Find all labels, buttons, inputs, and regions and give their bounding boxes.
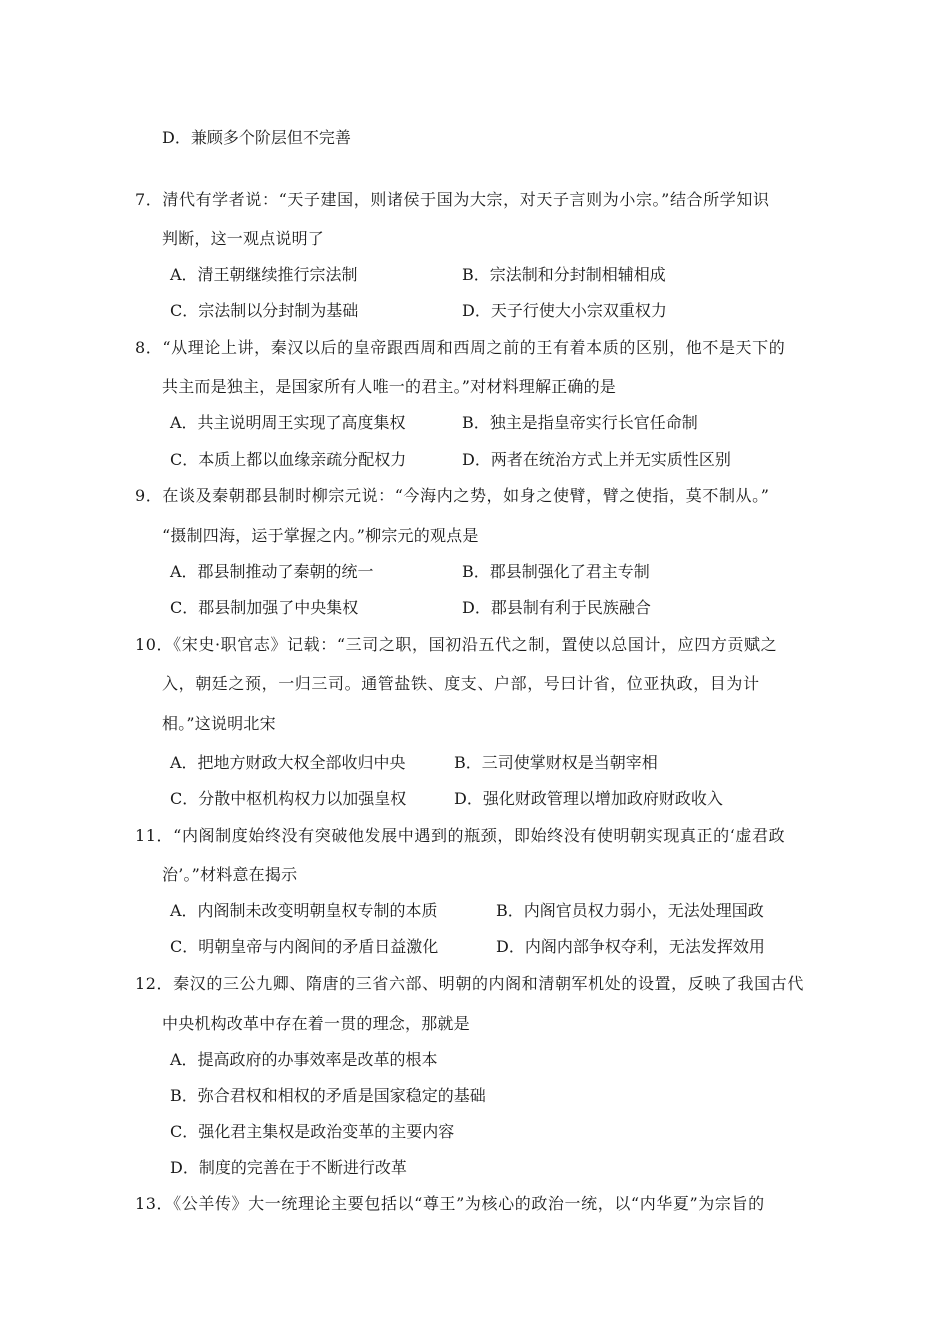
question-11-option-d: D．内阁内部争权夺利，无法发挥效用: [496, 937, 765, 956]
question-12-stem-line-2: 中央机构改革中存在着一贯的理念，那就是: [162, 1014, 470, 1033]
question-13-stem-line-1: 13．《公羊传》大一统理论主要包括以“尊王”为核心的政治一统，以“内华夏”为宗旨的: [135, 1194, 765, 1213]
question-10-option-a: A．把地方财政大权全部收归中央: [170, 753, 406, 772]
question-11-option-c: C．明朝皇帝与内阁间的矛盾日益激化: [170, 937, 439, 956]
question-12-option-b: B．弥合君权和相权的矛盾是国家稳定的基础: [170, 1086, 486, 1105]
question-8-option-d: D．两者在统治方式上并无实质性区别: [462, 450, 731, 469]
question-8-option-c: C．本质上都以血缘亲疏分配权力: [170, 450, 407, 469]
question-10-option-c: C．分散中枢机构权力以加强皇权: [170, 789, 407, 808]
question-8-stem-line-2: 共主而是独主，是国家所有人唯一的君主。”对材料理解正确的是: [162, 377, 616, 396]
question-7-option-d: D．天子行使大小宗双重权力: [462, 301, 667, 320]
question-11-option-b: B．内阁官员权力弱小，无法处理国政: [496, 901, 764, 920]
question-10-option-b: B．三司使掌财权是当朝宰相: [454, 753, 658, 772]
question-9-option-a: A．郡县制推动了秦朝的统一: [170, 562, 374, 581]
question-7-stem-line-1: 7．清代有学者说：“天子建国，则诸侯于国为大宗，对天子言则为小宗。”结合所学知识: [135, 190, 770, 209]
question-9-option-c: C．郡县制加强了中央集权: [170, 598, 359, 617]
question-12-option-d: D．制度的完善在于不断进行改革: [170, 1158, 407, 1177]
question-8-option-a: A．共主说明周王实现了高度集权: [170, 413, 406, 432]
question-9-option-b: B．郡县制强化了君主专制: [462, 562, 650, 581]
question-12-option-a: A．提高政府的办事效率是改革的根本: [170, 1050, 438, 1069]
question-11-stem-line-2: 治’。”材料意在揭示: [162, 865, 298, 884]
question-11-stem-line-1: 11．“内阁制度始终没有突破他发展中遇到的瓶颈，即始终没有使明朝实现真正的‘虚君政: [135, 826, 786, 845]
question-8-stem-line-1: 8．“从理论上讲，秦汉以后的皇帝跟西周和西周之前的王有着本质的区别，他不是天下的: [135, 338, 786, 357]
question-10-stem-line-1: 10．《宋史·职官志》记载：“三司之职，国初沿五代之制，置使以总国计，应四方贡赋之: [135, 635, 778, 654]
question-12-stem-line-1: 12．秦汉的三公九卿、隋唐的三省六部、明朝的内阁和清朝军机处的设置，反映了我国古代: [135, 974, 804, 993]
question-12-option-c: C．强化君主集权是政治变革的主要内容: [170, 1122, 455, 1141]
question-10-stem-line-3: 相。”这说明北宋: [162, 714, 276, 733]
question-11-option-a: A．内阁制未改变明朝皇权专制的本质: [170, 901, 438, 920]
question-7-option-a: A．清王朝继续推行宗法制: [170, 265, 358, 284]
question-7-option-c: C．宗法制以分封制为基础: [170, 301, 359, 320]
question-10-option-d: D．强化财政管理以增加政府财政收入: [454, 789, 723, 808]
question-8-option-b: B．独主是指皇帝实行长官任命制: [462, 413, 698, 432]
question-9-option-d: D．郡县制有利于民族融合: [462, 598, 651, 617]
question-7-option-b: B．宗法制和分封制相辅相成: [462, 265, 666, 284]
question-9-stem-line-1: 9．在谈及秦朝郡县制时柳宗元说：“今海内之势，如身之使臂，臂之使指，莫不制从。”: [135, 486, 770, 505]
question-9-stem-line-2: “摄制四海，运于掌握之内。”柳宗元的观点是: [162, 526, 479, 545]
question-6-option-d: D．兼顾多个阶层但不完善: [162, 128, 351, 147]
question-10-stem-line-2: 入，朝廷之预，一归三司。通管盐铁、度支、户部，号曰计省，位亚执政，目为计: [162, 674, 760, 693]
question-7-stem-line-2: 判断，这一观点说明了: [162, 229, 325, 248]
